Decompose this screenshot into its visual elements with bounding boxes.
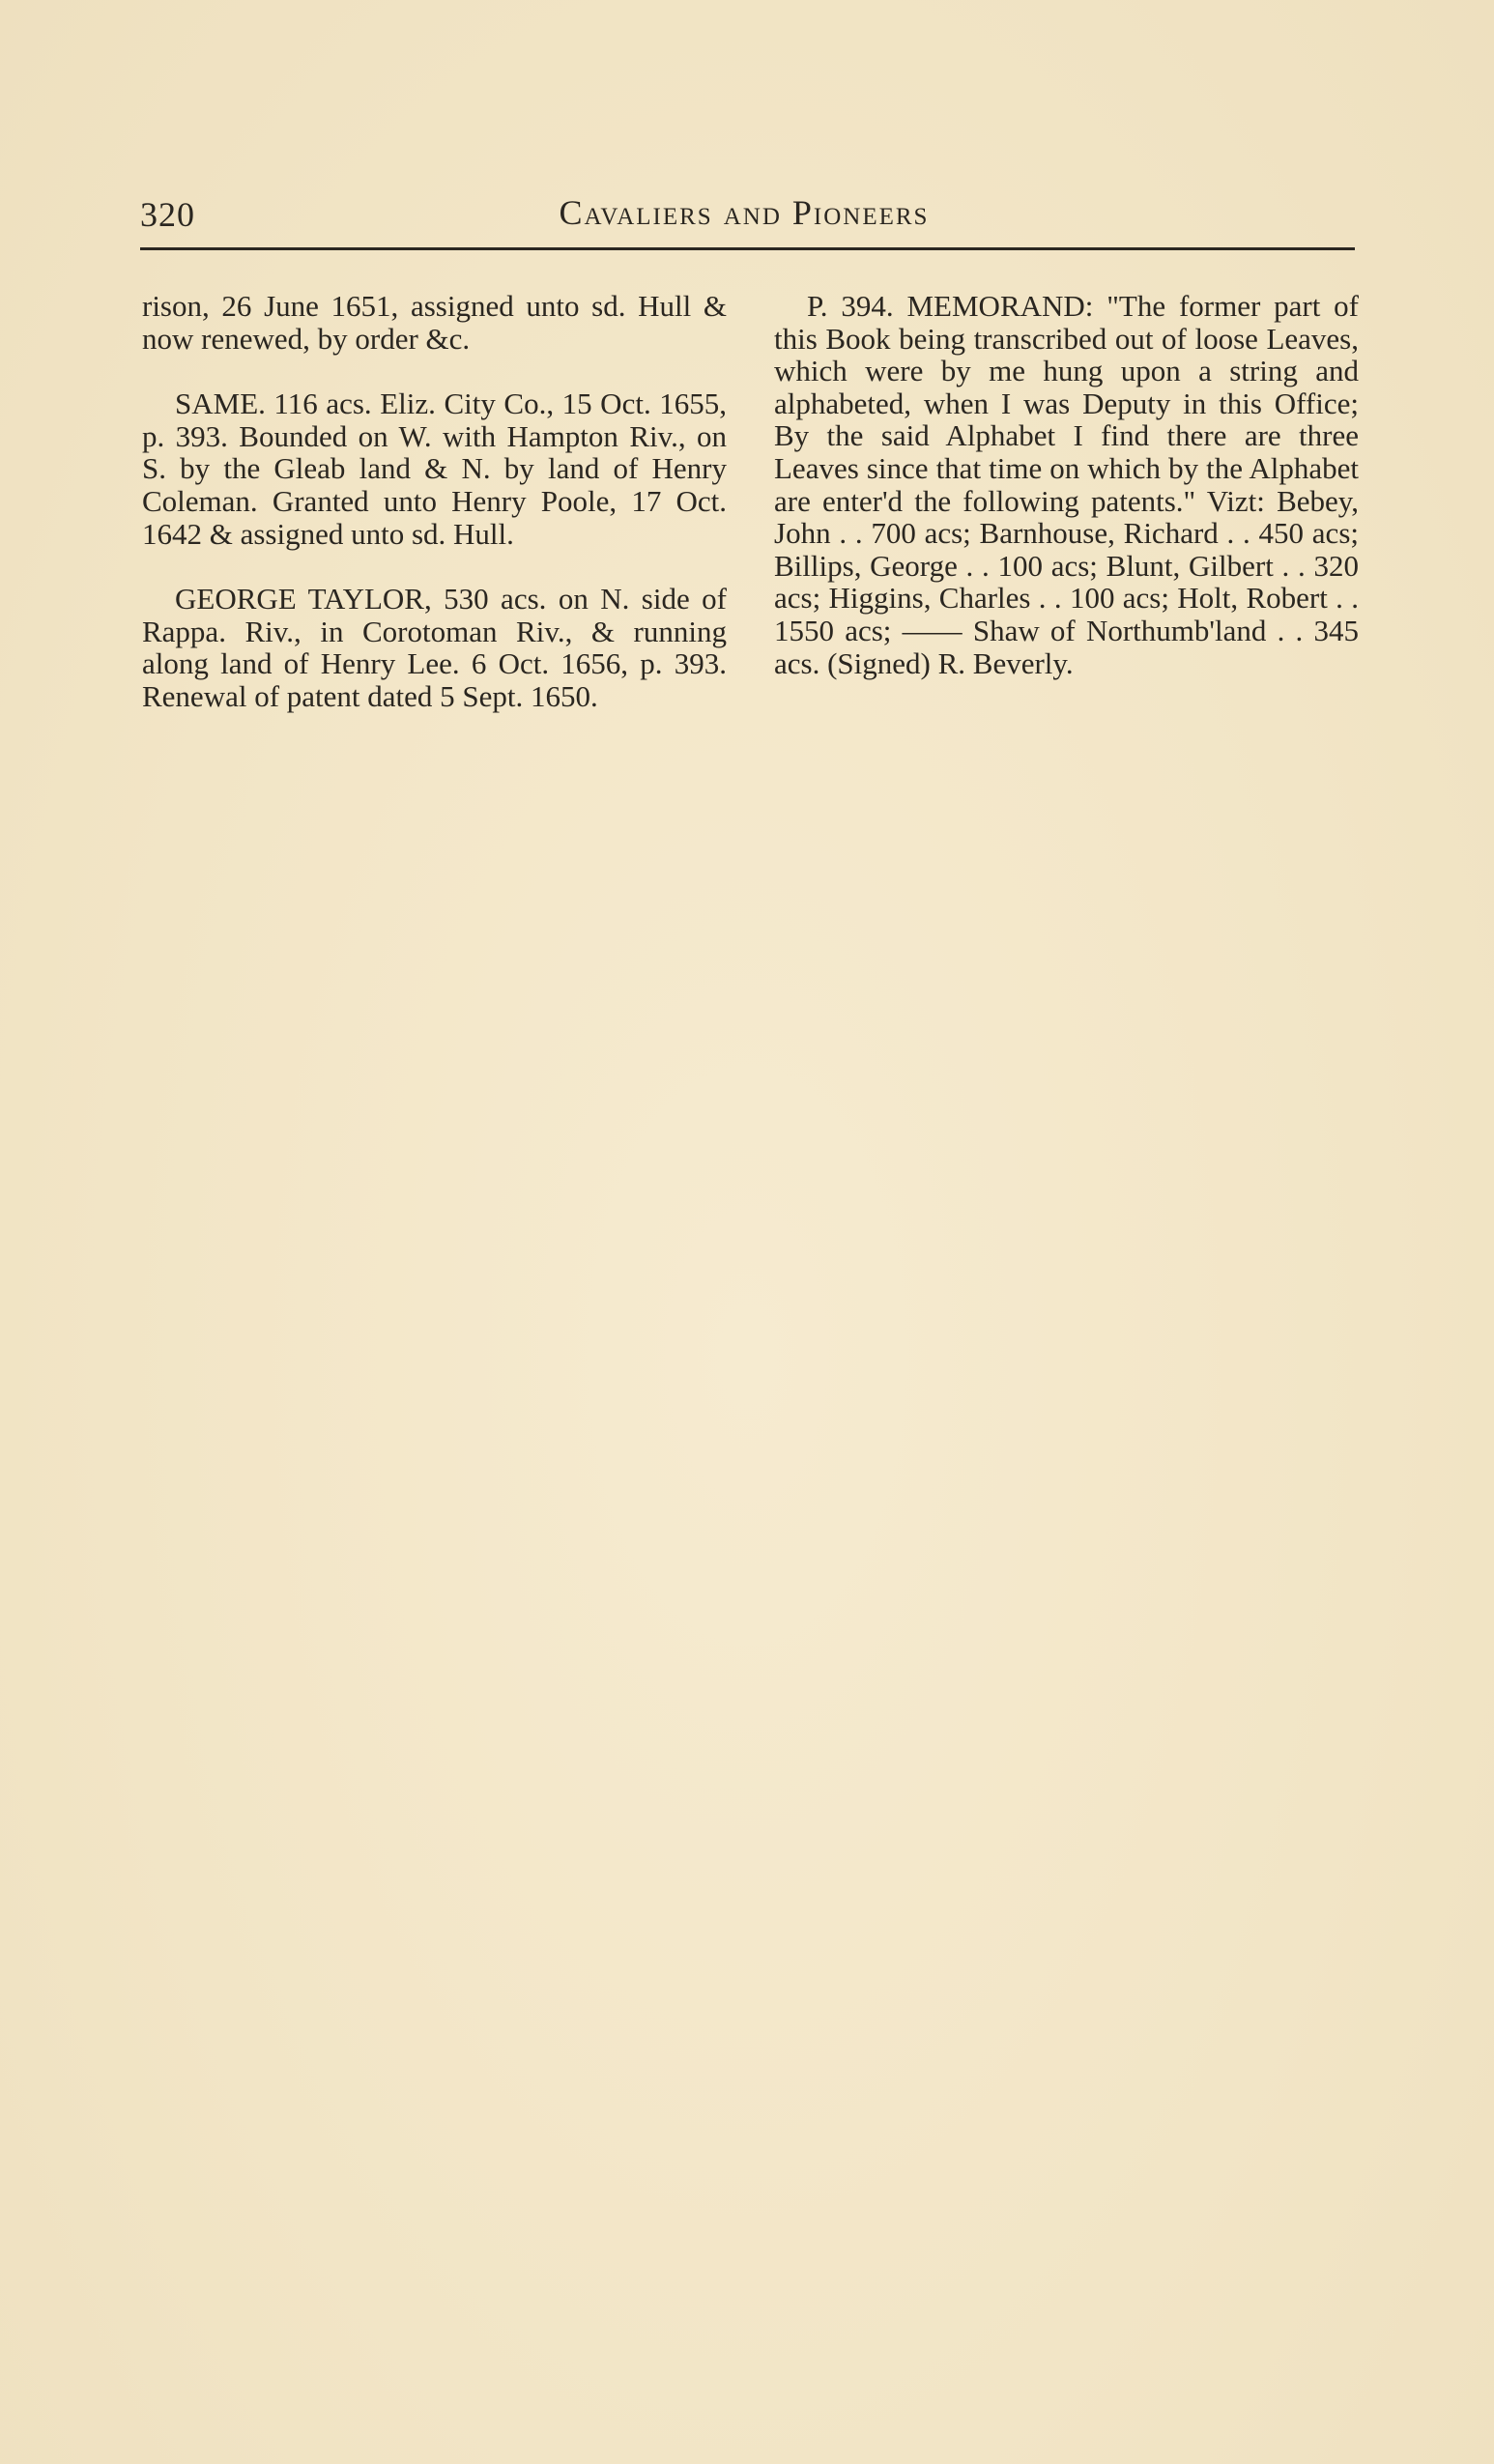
right-column: [774, 290, 1359, 679]
page-number: 320: [140, 195, 195, 234]
running-title: Cavaliers and Pioneers: [559, 193, 930, 232]
paragraph-memorandum: P. 394. MEMORAND: "The former part of this Book being transcribed out of loose Leaves, which were by me hung upon a string and alphabeted, when I was Deputy in this Office; By the said Alphabet I find there are three Leaves since that time on which by the Alphabet are enter'd the following patents." Vizt: Bebey, John . . 700 acs; Barnhouse, Richard . . 450 acs; Billips, George . . 100 acs; Blunt, Gilbert . . 320 acs; Higgins, Charles . . 100 acs; Holt, Robert . . 1550 acs; —— Shaw of Northumb'land . . 345 acs. (Signed) R. Beverly.: [774, 289, 1359, 680]
paragraph-same-entry: SAME. 116 acs. Eliz. City Co., 15 Oct. 1655, p. 393. Bounded on W. with Hampton Riv., on S. by the Gleab land & N. by land of Henry Coleman. Granted unto Henry Poole, 17 Oct. 1642 & assigned unto sd. Hull.: [142, 387, 727, 551]
header-rule: [140, 247, 1355, 250]
paragraph-george-taylor-entry: GEORGE TAYLOR, 530 acs. on N. side of Rappa. Riv., in Corotoman Riv., & running along land of Henry Lee. 6 Oct. 1656, p. 393. Renewal of patent dated 5 Sept. 1650.: [142, 582, 727, 713]
left-column: [142, 290, 727, 713]
paragraph-continued-entry: rison, 26 June 1651, assigned unto sd. Hull & now renewed, by order &c.: [142, 289, 727, 356]
